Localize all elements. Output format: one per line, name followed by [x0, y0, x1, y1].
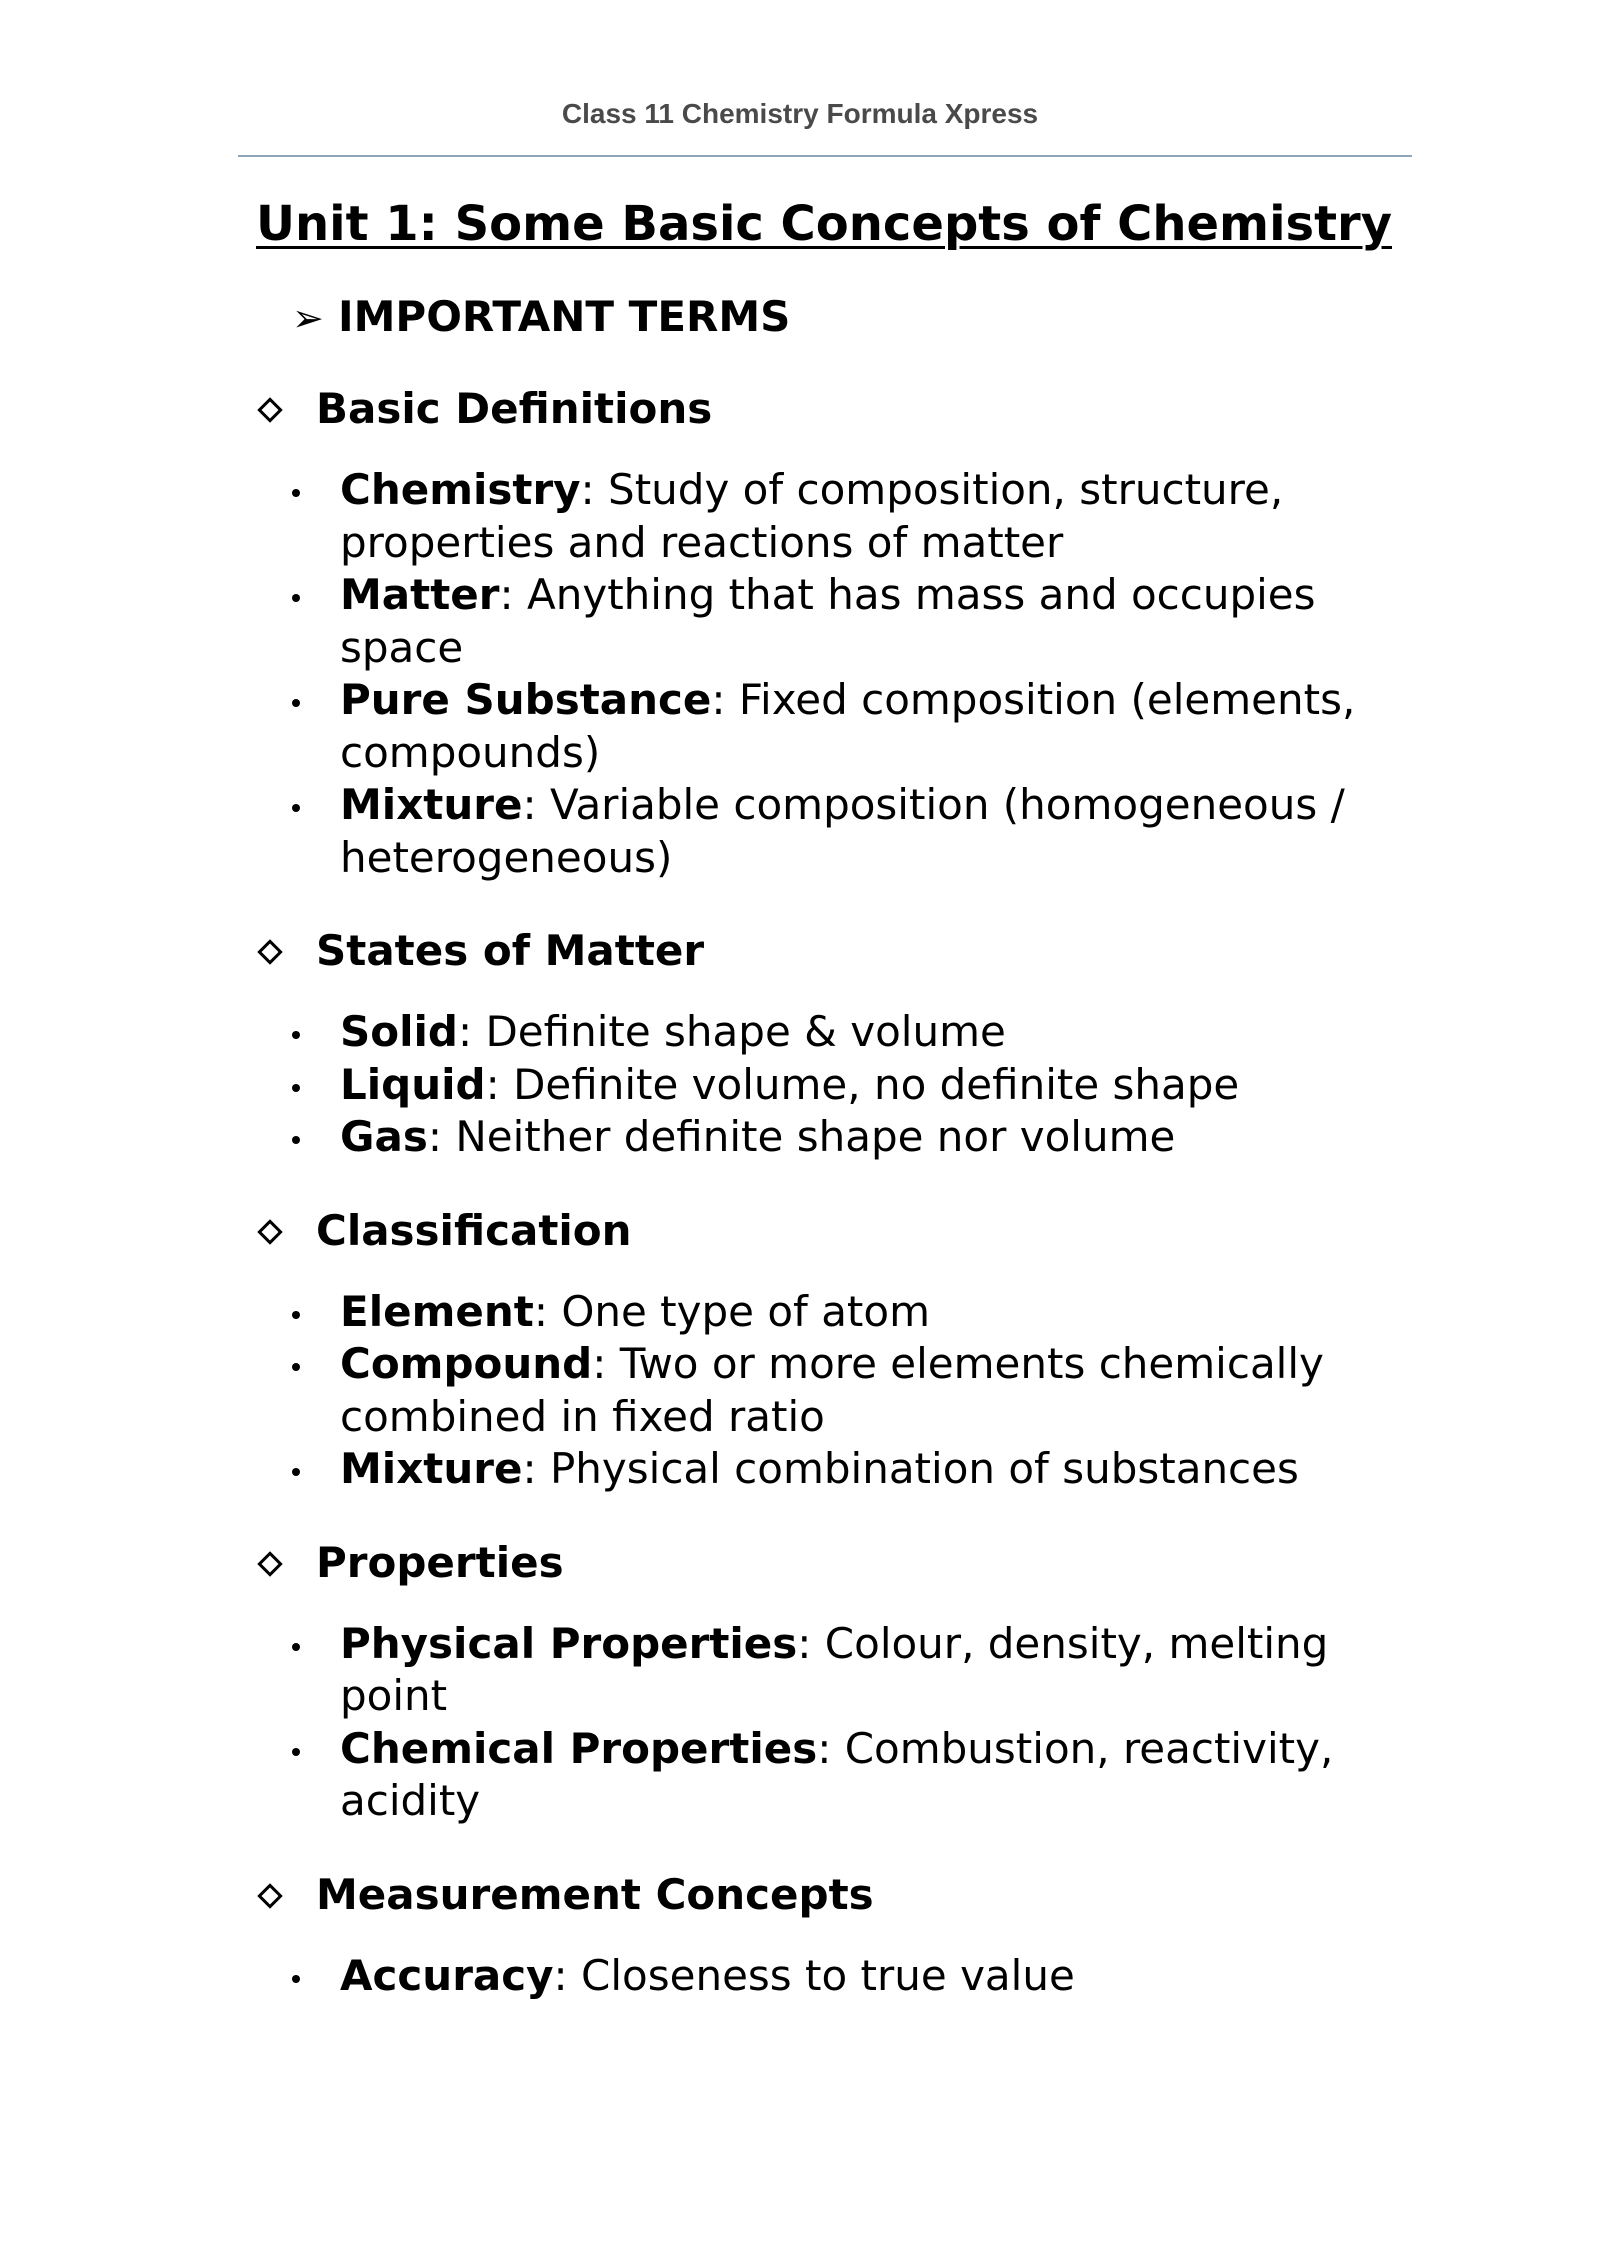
bullet-icon — [292, 1468, 300, 1476]
header-divider — [238, 155, 1412, 157]
bullet-icon — [292, 489, 300, 497]
list-item — [256, 464, 1436, 569]
term-description: : Combustion, reactivity, acidity — [340, 1723, 1334, 1825]
term-list — [256, 1006, 1436, 1164]
section-heading — [256, 380, 1436, 438]
term: Pure Substance — [340, 675, 712, 724]
term: Element — [340, 1286, 534, 1336]
term: Chemistry — [340, 465, 581, 514]
term: Liquid — [340, 1059, 486, 1109]
bullet-icon — [292, 1311, 300, 1319]
arrow-bullet-icon: ➢ — [292, 296, 324, 340]
section-heading-label: States of Matter — [316, 926, 705, 975]
section-classification — [256, 1202, 1436, 1496]
term-description: : One type of atom — [533, 1286, 931, 1336]
term-description: : Definite volume, no definite shape — [485, 1059, 1240, 1109]
term-description: : Definite shape & volume — [457, 1007, 1006, 1056]
section-properties — [256, 1534, 1436, 1828]
section-states-of-matter — [256, 922, 1436, 1164]
term: Matter — [340, 570, 500, 619]
term-list — [256, 1618, 1436, 1828]
list-item — [256, 1723, 1436, 1828]
list-item — [256, 1006, 1436, 1059]
bullet-icon — [292, 1136, 300, 1144]
bullet-icon — [292, 699, 300, 707]
section-basic-definitions — [256, 380, 1436, 884]
important-terms-label: IMPORTANT TERMS — [338, 292, 791, 341]
content — [256, 380, 1436, 2040]
list-item — [256, 674, 1436, 779]
term: Solid — [340, 1007, 458, 1056]
bullet-icon — [292, 1363, 300, 1371]
term-description: : Anything that has mass and occupies space — [340, 570, 1316, 672]
term: Mixture — [340, 780, 523, 829]
bullet-icon — [292, 1084, 300, 1092]
term-description: : Closeness to true value — [553, 1950, 1075, 2000]
section-heading-label: Measurement Concepts — [316, 1869, 874, 1919]
list-item — [256, 779, 1436, 884]
page-header: Class 11 Chemistry Formula Xpress — [561, 98, 1039, 129]
term-description: : Colour, density, melting point — [340, 1618, 1329, 1720]
list-item — [256, 1950, 1436, 2003]
section-heading-label: Basic Definitions — [316, 384, 713, 433]
section-heading-label: Properties — [316, 1537, 564, 1587]
list-item — [256, 1618, 1436, 1723]
section-heading — [256, 922, 1436, 980]
list-item — [256, 1286, 1436, 1339]
important-terms-heading — [292, 292, 790, 341]
section-heading-label: Classification — [316, 1205, 632, 1255]
term: Gas — [340, 1112, 428, 1161]
list-item — [256, 1443, 1436, 1496]
list-item — [256, 1059, 1436, 1112]
diamond-bullet-icon — [257, 397, 282, 422]
bullet-icon — [292, 1748, 300, 1756]
term: Compound — [340, 1339, 593, 1388]
section-heading — [256, 1534, 1436, 1592]
bullet-icon — [292, 1031, 300, 1039]
term-description: : Physical combination of substances — [522, 1444, 1299, 1493]
term-description: : Two or more elements chemically combined in fixed ratio — [340, 1339, 1324, 1441]
diamond-bullet-icon — [257, 1219, 282, 1244]
list-item — [256, 1338, 1436, 1443]
section-measurement-concepts — [256, 1866, 1436, 2003]
term: Physical Properties — [340, 1618, 798, 1668]
term-description: : Fixed composition (elements, compounds) — [340, 675, 1356, 777]
term: Mixture — [340, 1444, 523, 1493]
diamond-bullet-icon — [257, 1883, 282, 1908]
term-list — [256, 1286, 1436, 1496]
term-description: : Variable composition (homogeneous / heterogeneous) — [340, 780, 1345, 882]
bullet-icon — [292, 804, 300, 812]
list-item — [256, 569, 1436, 674]
term-list — [256, 464, 1436, 884]
diamond-bullet-icon — [257, 1551, 282, 1576]
section-heading — [256, 1202, 1436, 1260]
list-item — [256, 1111, 1436, 1164]
section-heading — [256, 1866, 1436, 1924]
term: Chemical Properties — [340, 1723, 818, 1773]
bullet-icon — [292, 594, 300, 602]
term-list — [256, 1950, 1436, 2003]
unit-title: Unit 1: Some Basic Concepts of Chemistry — [256, 196, 1392, 252]
term-description: : Study of composition, structure, properties and reactions of matter — [340, 465, 1284, 567]
term-description: : Neither definite shape nor volume — [427, 1112, 1176, 1161]
term: Accuracy — [340, 1950, 554, 2000]
bullet-icon — [292, 1643, 300, 1651]
diamond-bullet-icon — [257, 939, 282, 964]
bullet-icon — [292, 1975, 300, 1983]
